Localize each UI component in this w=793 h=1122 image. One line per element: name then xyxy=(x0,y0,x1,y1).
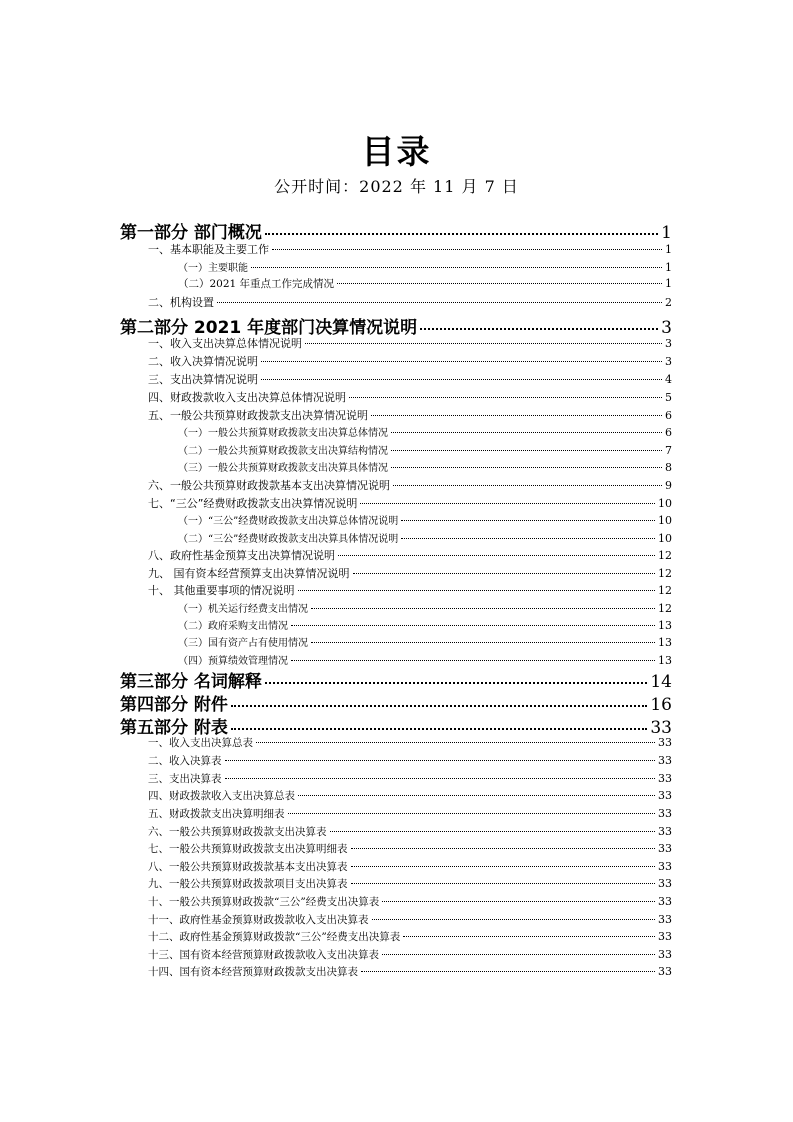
dot-leader xyxy=(393,485,662,486)
toc-entry[interactable] xyxy=(148,371,672,387)
toc-entry-page: 33 xyxy=(658,913,672,926)
toc-entry-page: 33 xyxy=(658,860,672,873)
toc-entry[interactable] xyxy=(148,353,672,369)
toc-entry-page: 1 xyxy=(665,277,672,290)
toc-entry-label: 二、收入决算情况说明 xyxy=(148,355,258,368)
toc-entry[interactable] xyxy=(178,459,672,474)
toc-entry[interactable] xyxy=(148,565,672,581)
toc-entry-label: 第三部分 名词解释 xyxy=(120,672,262,692)
dot-leader xyxy=(231,705,647,707)
toc-entry-label: 十三、国有资本经营预算财政拨款收入支出决算表 xyxy=(148,949,379,961)
toc-entry-label: 十四、国有资本经营预算财政拨款支出决算表 xyxy=(148,966,358,978)
toc-entry-label: 十二、政府性基金预算财政拨款“三公”经费支出决算表 xyxy=(148,931,401,943)
dot-leader xyxy=(272,249,662,250)
toc-entry-page: 6 xyxy=(665,426,672,439)
dot-leader xyxy=(256,742,655,743)
toc-entry[interactable] xyxy=(178,652,672,667)
dot-leader xyxy=(217,302,662,303)
toc-entry-page: 2 xyxy=(665,296,672,309)
dot-leader xyxy=(337,283,662,284)
toc-entry-label: 一、基本职能及主要工作 xyxy=(148,243,269,256)
toc-entry[interactable] xyxy=(148,335,672,351)
toc-entry-page: 13 xyxy=(658,654,672,667)
dot-leader xyxy=(382,901,655,902)
toc-entry-page: 10 xyxy=(658,532,672,545)
toc-entry-label: 第四部分 附件 xyxy=(120,695,228,715)
toc-entry-page: 33 xyxy=(658,807,672,820)
dot-leader xyxy=(265,682,647,684)
toc-entry-label: （二）政府采购支出情况 xyxy=(178,621,288,632)
toc-entry[interactable] xyxy=(148,929,672,944)
toc-entry-label: （一）机关运行经费支出情况 xyxy=(178,604,308,615)
dot-leader xyxy=(225,778,656,779)
dot-leader xyxy=(261,361,662,362)
dot-leader xyxy=(391,467,662,468)
toc-entry[interactable] xyxy=(148,912,672,927)
toc-entry[interactable] xyxy=(148,407,672,423)
toc-entry-page: 14 xyxy=(650,672,672,692)
toc-entry-label: 七、一般公共预算财政拨款支出决算明细表 xyxy=(148,843,348,855)
toc-entry-page: 33 xyxy=(658,965,672,978)
toc-part-entry[interactable] xyxy=(120,690,672,715)
toc-entry[interactable] xyxy=(148,788,672,803)
toc-entry[interactable] xyxy=(148,294,672,310)
toc-entry-label: （二）一般公共预算财政拨款支出决算结构情况 xyxy=(178,446,388,457)
toc-entry-page: 13 xyxy=(658,619,672,632)
dot-leader xyxy=(401,538,655,539)
toc-entry-page: 16 xyxy=(650,695,672,715)
dot-leader xyxy=(349,397,662,398)
toc-entry-label: 第一部分 部门概况 xyxy=(120,223,262,243)
toc-entry-page: 33 xyxy=(658,877,672,890)
toc-entry[interactable] xyxy=(148,824,672,839)
toc-entry-page: 33 xyxy=(650,718,672,738)
toc-entry[interactable] xyxy=(178,600,672,615)
dot-leader xyxy=(351,866,656,867)
toc-entry-page: 5 xyxy=(665,391,672,404)
dot-leader xyxy=(298,590,656,591)
toc-entry-page: 1 xyxy=(665,243,672,256)
dot-leader xyxy=(311,642,655,643)
dot-leader xyxy=(288,813,656,814)
toc-entry[interactable] xyxy=(178,424,672,439)
toc-entry-label: 十、一般公共预算财政拨款“三公”经费支出决算表 xyxy=(148,896,380,908)
toc-entry[interactable] xyxy=(178,512,672,527)
toc-entry[interactable] xyxy=(148,477,672,493)
toc-entry-label: 十一、政府性基金预算财政拨款收入支出决算表 xyxy=(148,914,369,926)
dot-leader xyxy=(291,660,655,661)
toc-entry-label: 六、一般公共预算财政拨款基本支出决算情况说明 xyxy=(148,479,390,492)
toc-entry-label: 四、财政拨款收入支出决算总表 xyxy=(148,790,295,802)
toc-entry-label: （一）主要职能 xyxy=(178,263,248,274)
toc-entry-page: 33 xyxy=(658,736,672,749)
toc-entry-label: 九、 国有资本经营预算支出决算情况说明 xyxy=(148,567,350,580)
toc-entry-label: （一）一般公共预算财政拨款支出决算总体情况 xyxy=(178,428,388,439)
page-title: 目录 xyxy=(361,132,432,171)
toc-entry[interactable] xyxy=(148,735,672,750)
toc-entry[interactable] xyxy=(178,617,672,632)
toc-entry-page: 10 xyxy=(658,497,672,510)
dot-leader xyxy=(382,954,655,955)
dot-leader xyxy=(330,831,656,832)
toc-entry[interactable] xyxy=(178,442,672,457)
toc-entry-page: 7 xyxy=(665,444,672,457)
toc-entry-page: 33 xyxy=(658,842,672,855)
toc-entry-page: 33 xyxy=(658,930,672,943)
dot-leader xyxy=(311,608,655,609)
dot-leader xyxy=(251,267,662,268)
toc-entry-page: 12 xyxy=(658,584,672,597)
toc-entry-page: 13 xyxy=(658,636,672,649)
dot-leader xyxy=(338,555,655,556)
toc-entry-label: 七、“三公”经费财政拨款支出决算情况说明 xyxy=(148,497,358,510)
toc-entry[interactable] xyxy=(178,634,672,649)
toc-entry-label: 四、财政拨款收入支出决算总体情况说明 xyxy=(148,391,346,404)
toc-entry-label: 五、一般公共预算财政拨款支出决算情况说明 xyxy=(148,409,368,422)
toc-entry-label: 第二部分 2021 年度部门决算情况说明 xyxy=(120,318,418,338)
toc-entry-page: 9 xyxy=(665,479,672,492)
toc-entry-page: 33 xyxy=(658,772,672,785)
dot-leader xyxy=(298,795,655,796)
toc-entry-label: 八、政府性基金预算支出决算情况说明 xyxy=(148,549,335,562)
dot-leader xyxy=(403,936,655,937)
toc-entry-label: （三）一般公共预算财政拨款支出决算具体情况 xyxy=(178,463,388,474)
toc-entry-page: 12 xyxy=(658,567,672,580)
toc-entry-page: 33 xyxy=(658,948,672,961)
toc-entry-label: 八、一般公共预算财政拨款基本支出决算表 xyxy=(148,861,348,873)
toc-entry-label: 六、一般公共预算财政拨款支出决算表 xyxy=(148,826,327,838)
toc-entry[interactable] xyxy=(148,241,672,257)
toc-entry[interactable] xyxy=(148,876,672,891)
dot-leader xyxy=(261,379,662,380)
toc-entry-label: （二）2021 年重点工作完成情况 xyxy=(178,278,335,290)
toc-entry-label: 五、财政拨款支出决算明细表 xyxy=(148,808,285,820)
dot-leader xyxy=(360,503,655,504)
toc-entry-page: 12 xyxy=(658,549,672,562)
toc-entry-label: 十、 其他重要事项的情况说明 xyxy=(148,584,295,597)
publish-date: 公开时间：2022 年 11 月 7 日 xyxy=(274,177,519,196)
dot-leader xyxy=(371,415,662,416)
toc-entry-page: 3 xyxy=(661,318,672,338)
toc-entry[interactable] xyxy=(148,964,672,979)
toc-entry[interactable] xyxy=(148,894,672,909)
toc-entry-label: 三、支出决算情况说明 xyxy=(148,373,258,386)
toc-entry-page: 33 xyxy=(658,825,672,838)
dot-leader xyxy=(305,343,662,344)
toc-entry[interactable] xyxy=(148,753,672,768)
toc-entry-page: 6 xyxy=(665,409,672,422)
toc-entry[interactable] xyxy=(148,841,672,856)
toc-entry-page: 1 xyxy=(661,223,672,243)
toc-entry-label: （三）国有资产占有使用情况 xyxy=(178,638,308,649)
toc-entry-page: 12 xyxy=(658,602,672,615)
toc-entry-label: 二、收入决算表 xyxy=(148,755,222,767)
toc-entry[interactable] xyxy=(178,259,672,274)
toc-entry-label: 一、收入支出决算总表 xyxy=(148,737,253,749)
toc-entry-label: （一）“三公”经费财政拨款支出决算总体情况说明 xyxy=(178,516,399,527)
dot-leader xyxy=(391,450,662,451)
toc-entry-page: 8 xyxy=(665,461,672,474)
dot-leader xyxy=(401,520,655,521)
toc-entry[interactable] xyxy=(148,859,672,874)
dot-leader xyxy=(391,432,662,433)
dot-leader xyxy=(231,728,647,730)
toc-entry-label: （二）“三公”经费财政拨款支出决算具体情况说明 xyxy=(178,534,399,545)
toc-entry[interactable] xyxy=(148,947,672,962)
toc-entry-page: 33 xyxy=(658,789,672,802)
toc-entry-page: 1 xyxy=(665,261,672,274)
toc-part-entry[interactable] xyxy=(120,667,672,692)
dot-leader xyxy=(225,760,656,761)
toc-entry[interactable] xyxy=(178,276,672,291)
toc-entry[interactable] xyxy=(148,389,672,405)
toc-entry-label: 九、一般公共预算财政拨款项目支出决算表 xyxy=(148,878,348,890)
toc-entry-page: 33 xyxy=(658,895,672,908)
toc-entry-label: （四）预算绩效管理情况 xyxy=(178,656,288,667)
dot-leader xyxy=(361,971,655,972)
toc-entry-label: 二、机构设置 xyxy=(148,296,214,309)
toc-entry-label: 三、支出决算表 xyxy=(148,773,222,785)
toc-entry[interactable] xyxy=(148,495,672,511)
dot-leader xyxy=(372,919,656,920)
toc-entry-page: 3 xyxy=(665,337,672,350)
toc-entry[interactable] xyxy=(148,547,672,563)
toc-entry-page: 4 xyxy=(665,373,672,386)
toc-entry[interactable] xyxy=(148,771,672,786)
toc-entry[interactable] xyxy=(148,806,672,821)
dot-leader xyxy=(291,625,655,626)
dot-leader xyxy=(265,233,658,235)
toc-entry-page: 10 xyxy=(658,514,672,527)
toc-entry-page: 3 xyxy=(665,355,672,368)
toc-entry-page: 33 xyxy=(658,754,672,767)
toc-part-entry[interactable] xyxy=(120,218,672,243)
toc-entry-label: 第五部分 附表 xyxy=(120,718,228,738)
dot-leader xyxy=(351,883,656,884)
dot-leader xyxy=(351,848,656,849)
toc-entry-label: 一、收入支出决算总体情况说明 xyxy=(148,337,302,350)
dot-leader xyxy=(420,328,658,330)
toc-entry[interactable] xyxy=(148,582,672,598)
dot-leader xyxy=(353,573,656,574)
toc-entry[interactable] xyxy=(178,530,672,545)
